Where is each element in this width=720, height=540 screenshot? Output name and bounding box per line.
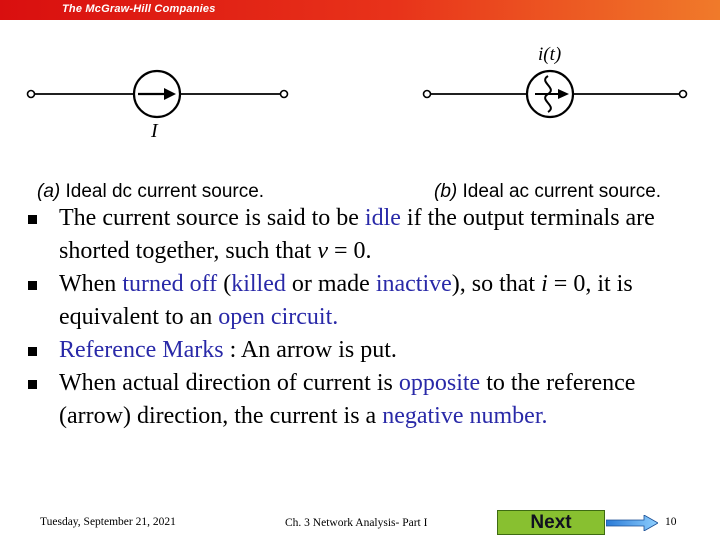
brand-logo: The McGraw-Hill Companies [62, 3, 216, 15]
highlighted-term: turned off [122, 271, 218, 297]
current-source-symbols [0, 30, 720, 190]
highlighted-term: killed [231, 271, 286, 297]
bullet-text: if the output terminals are shorted together, such that [59, 205, 655, 264]
footer-date: Tuesday, September 21, 2021 [40, 516, 176, 528]
bullet-square-icon [28, 215, 37, 224]
dc-current-source-symbol [28, 71, 288, 142]
bullet-text: = 0. [327, 238, 372, 264]
bullet-text: or made [285, 271, 376, 297]
dc-source-caption [37, 181, 264, 203]
terminal-dot [680, 91, 687, 98]
bullet-text: When [59, 271, 123, 297]
current-source-diagram [0, 30, 720, 202]
bullet-text: ( [217, 271, 232, 297]
caption-tag: (a) [37, 181, 61, 202]
terminal-dot [424, 91, 431, 98]
bullet-item [28, 367, 708, 433]
bullet-text: The current source is said to be [59, 205, 365, 231]
header-bar [0, 0, 720, 20]
terminal-dot [281, 91, 288, 98]
next-arrow-icon[interactable] [606, 515, 658, 531]
bullet-list [28, 202, 708, 433]
footer [0, 508, 720, 540]
bullet-square-icon [28, 347, 37, 356]
caption-tag: (b) [434, 181, 458, 202]
highlighted-term: inactive [375, 271, 452, 297]
highlighted-term: negative number. [382, 403, 548, 429]
bullet-square-icon [28, 281, 37, 290]
ac-source-caption [434, 181, 661, 203]
footer-title: Ch. 3 Network Analysis- Part I [285, 517, 428, 529]
caption-text: Ideal ac current source. [462, 181, 662, 202]
bullet-item [28, 334, 708, 367]
bullet-square-icon [28, 380, 37, 389]
terminal-dot [28, 91, 35, 98]
caption-text: Ideal dc current source. [65, 181, 265, 202]
math-variable: v [317, 238, 328, 264]
bullet-item [28, 202, 708, 268]
ac-current-source-symbol [424, 44, 687, 117]
page-number: 10 [665, 516, 677, 528]
highlighted-term: opposite [398, 370, 481, 396]
bullet-text: to the reference (arrow) direction, the current is a [59, 370, 636, 429]
highlighted-term: Reference Marks [59, 337, 224, 363]
bullet-text: = 0, it is equivalent to an [59, 271, 633, 330]
bullet-item [28, 268, 708, 334]
bullet-text: : An arrow is put. [223, 337, 397, 363]
math-variable: i [541, 271, 548, 297]
highlighted-term: open circuit. [218, 304, 339, 330]
bullet-text: ), so that [451, 271, 542, 297]
dc-source-label: I [151, 120, 158, 142]
next-button[interactable]: Next [497, 510, 605, 535]
ac-source-label: i(t) [538, 44, 562, 65]
bullet-text: When actual direction of current is [59, 370, 399, 396]
highlighted-term: idle [364, 205, 401, 231]
